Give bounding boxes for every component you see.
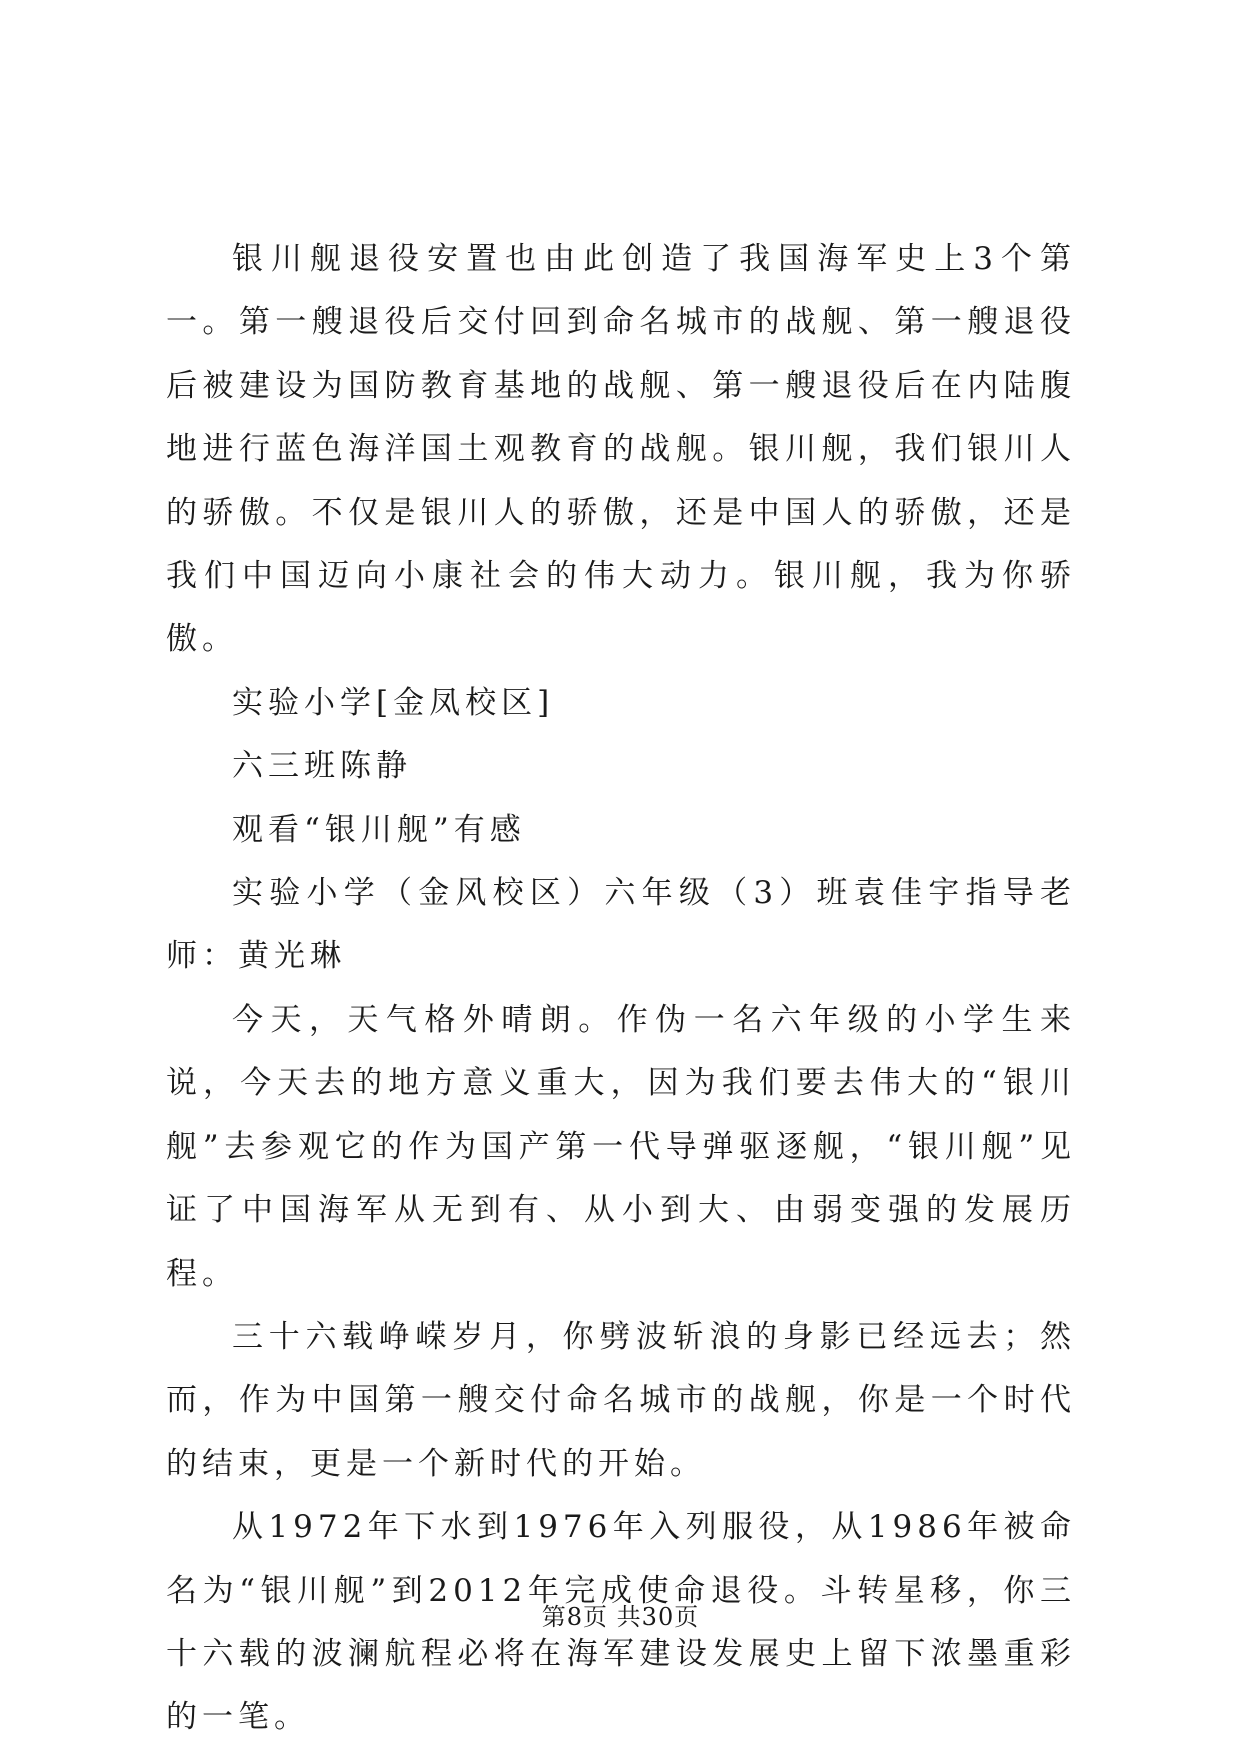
paragraph-school: 实验小学[金凤校区] <box>232 684 555 721</box>
paragraph-essay-title: 观看“银川舰”有感 <box>232 811 526 848</box>
page-footer: 第8页 共30页 <box>541 1603 700 1631</box>
paragraph-4: 从1972年下水到1976年入列服役，从1986年被命名为“银川舰”到2012年完成使命退役。斗转星移，你三十六载的波澜航程必将在海军建设发展史上留下浓墨重彩的一笔。 <box>166 1509 1076 1736</box>
paragraph-2: 今天，天气格外晴朗。作伪一名六年级的小学生来说，今天去的地方意义重大，因为我们要去伟大的“银川舰”去参观它的作为国产第一代导弹驱逐舰，“银川舰”见证了中国海军从无到有、从小到大、由弱变强的发展历程。 <box>166 1001 1076 1292</box>
paragraph-author: 六三班陈静 <box>232 748 412 785</box>
document-body <box>166 228 1076 1750</box>
paragraph-byline: 实验小学（金风校区）六年级（3）班袁佳宇指导老师：黄光琳 <box>166 875 1076 975</box>
paragraph-3: 三十六载峥嵘岁月，你劈波斩浪的身影已经远去；然而，作为中国第一艘交付命名城市的战舰，你是一个时代的结束，更是一个新时代的开始。 <box>166 1318 1076 1482</box>
paragraph-1: 银川舰退役安置也由此创造了我国海军史上3个第一。第一艘退役后交付回到命名城市的战舰、第一艘退役后被建设为国防教育基地的战舰、第一艘退役后在内陆腹地进行蓝色海洋国土观教育的战舰。银川舰，我们银川人的骄傲。不仅是银川人的骄傲，还是中国人的骄傲，还是我们中国迈向小康社会的伟大动力。银川舰，我为你骄傲。 <box>166 241 1076 658</box>
